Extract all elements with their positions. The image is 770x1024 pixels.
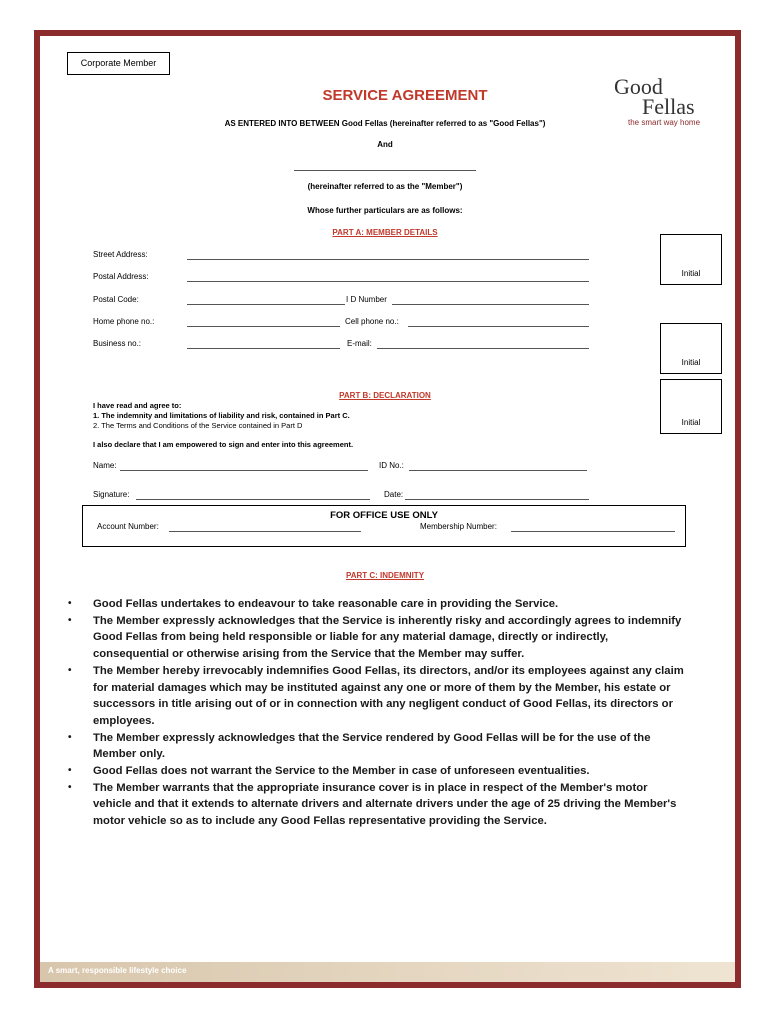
postal-address-label: Postal Address:: [93, 272, 149, 281]
email-label: E-mail:: [347, 339, 372, 348]
postal-code-label: Postal Code:: [93, 295, 139, 304]
business-phone-field[interactable]: [187, 348, 340, 349]
street-address-field[interactable]: [187, 259, 589, 260]
list-item: • The Member warrants that the appropriate insurance cover is in place in respect of the Member's motor vehicle and that it extends to alternate drivers and alternate drivers under the age of 25 driving the Member's motor vehicle so as to include any Good Fellas representative providing the Service.: [64, 780, 684, 830]
declaration-item-1: 1. The indemnity and limitations of liability and risk, contained in Part C.: [93, 411, 350, 420]
postal-code-field[interactable]: [187, 304, 345, 305]
indemnity-list: [64, 596, 684, 830]
declaration-item-2: 2. The Terms and Conditions of the Service contained in Part D: [93, 421, 303, 430]
membership-number-field[interactable]: [511, 531, 675, 532]
date-label: Date:: [384, 490, 404, 499]
member-name-line[interactable]: [294, 170, 476, 171]
account-number-label: Account Number:: [97, 522, 159, 531]
part-a-heading: PART A: MEMBER DETAILS: [332, 228, 438, 237]
initial-box-3[interactable]: [660, 379, 722, 434]
signature-field[interactable]: [136, 499, 370, 500]
signature-label: Signature:: [93, 490, 130, 499]
read-agree-line: I have read and agree to:: [93, 401, 182, 410]
initial-label: Initial: [681, 418, 701, 427]
logo-word-good: Good: [614, 74, 663, 99]
email-field[interactable]: [377, 348, 589, 349]
initial-label: Initial: [681, 269, 701, 278]
list-item: • Good Fellas undertakes to endeavour to take reasonable care in providing the Service.: [64, 596, 684, 613]
id-no-label: ID No.:: [379, 461, 404, 470]
footer-bar: [40, 962, 735, 982]
document-title: SERVICE AGREEMENT: [322, 87, 488, 104]
id-number-label: I D Number: [346, 295, 387, 304]
member-reference: (hereinafter referred to as the "Member"): [307, 182, 463, 191]
date-field[interactable]: [405, 499, 589, 500]
cell-phone-field[interactable]: [408, 326, 589, 327]
logo-tagline: the smart way home: [628, 118, 701, 127]
id-no-field[interactable]: [409, 470, 587, 471]
list-item: • The Member expressly acknowledges that the Service is inherently risky and accordingly agrees to indemnify Good Fellas from being held responsible or liable for any material damage, directly or indirectly, consequential or otherwise arising from the Service that the Member may suffer.: [64, 613, 684, 663]
street-address-label: Street Address:: [93, 250, 148, 259]
list-item: • The Member hereby irrevocably indemnifies Good Fellas, its directors, and/or its employees against any claim for material damages which may be instituted against any one or more of them by the Member, his estate or successors in title arising out of or in connection with any negligent conduct of Good Fellas, its directors or employees.: [64, 663, 684, 730]
cell-phone-label: Cell phone no.:: [345, 317, 399, 326]
list-item: • The Member expressly acknowledges that the Service rendered by Good Fellas will be for the use of the Member only.: [64, 730, 684, 763]
membership-number-label: Membership Number:: [420, 522, 497, 531]
and-line: And: [377, 140, 393, 149]
name-field[interactable]: [120, 470, 368, 471]
office-use-box: [82, 505, 686, 547]
office-use-heading: FOR OFFICE USE ONLY: [330, 510, 438, 521]
corporate-member-box: Corporate Member: [67, 52, 170, 75]
id-number-field[interactable]: [392, 304, 589, 305]
particulars-line: Whose further particulars are as follows:: [307, 206, 463, 215]
list-item: • Good Fellas does not warrant the Service to the Member in case of unforeseen eventualities.: [64, 763, 684, 780]
business-phone-label: Business no.:: [93, 339, 142, 348]
initial-box-1[interactable]: [660, 234, 722, 285]
home-phone-field[interactable]: [187, 326, 340, 327]
part-c-heading: PART C: INDEMNITY: [345, 571, 425, 580]
footer-slogan: A smart, responsible lifestyle choice: [48, 966, 187, 975]
name-label: Name:: [93, 461, 117, 470]
account-number-field[interactable]: [169, 531, 361, 532]
intro-line: AS ENTERED INTO BETWEEN Good Fellas (hereinafter referred to as "Good Fellas"): [224, 119, 546, 128]
home-phone-label: Home phone no.:: [93, 317, 155, 326]
initial-box-2[interactable]: [660, 323, 722, 374]
postal-address-field[interactable]: [187, 281, 589, 282]
logo-word-fellas: Fellas: [642, 94, 695, 119]
initial-label: Initial: [681, 358, 701, 367]
part-b-heading: PART B: DECLARATION: [339, 391, 431, 400]
empowered-line: I also declare that I am empowered to sign and enter into this agreement.: [93, 440, 354, 449]
